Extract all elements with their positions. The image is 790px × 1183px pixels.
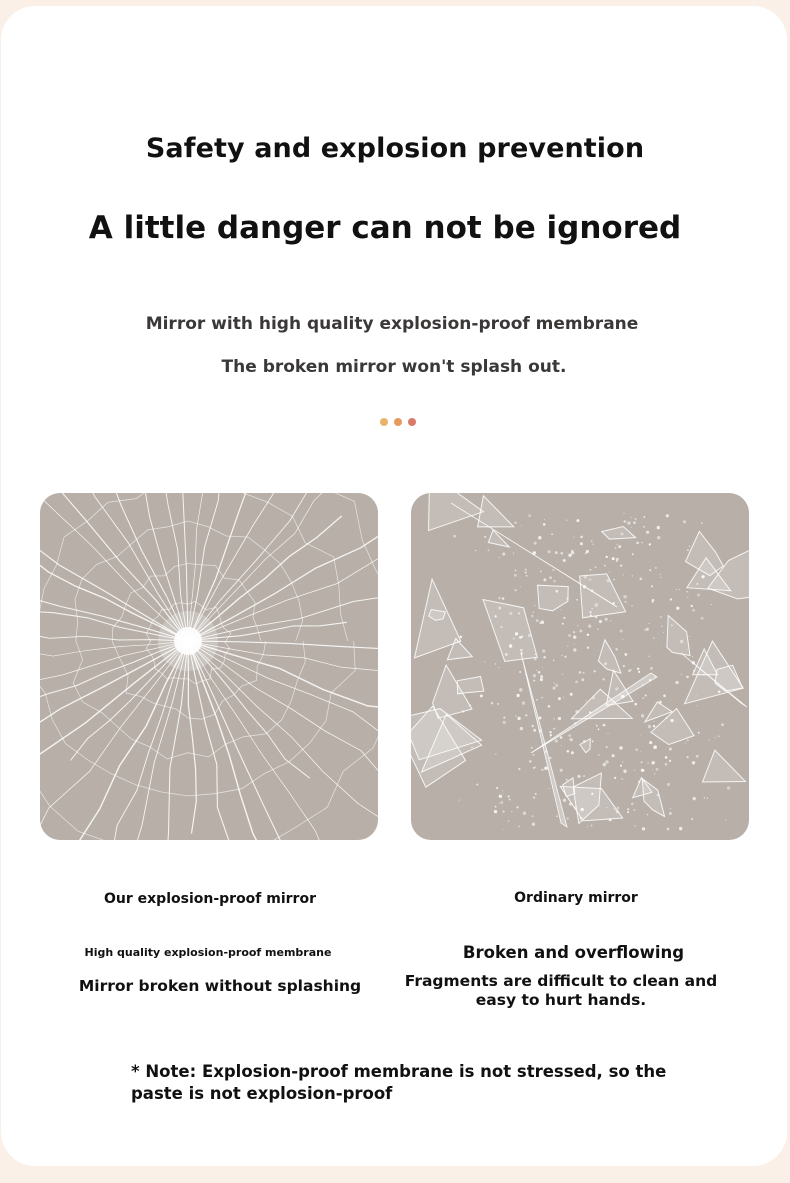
cracked-mirror-image bbox=[40, 493, 378, 840]
dot-2 bbox=[394, 418, 402, 426]
page-headline: A little danger can not be ignored bbox=[88, 210, 682, 246]
right-panel-description: Broken and overflowing bbox=[462, 943, 685, 962]
left-panel-title: Our explosion-proof mirror bbox=[104, 891, 316, 907]
shattered-glass-illustration bbox=[411, 493, 749, 840]
dot-1 bbox=[380, 418, 388, 426]
right-panel-title: Ordinary mirror bbox=[514, 890, 638, 906]
dot-3 bbox=[408, 418, 416, 426]
cracked-glass-illustration bbox=[40, 493, 378, 840]
right-panel-detail: Fragments are difficult to clean and easy to hurt hands. bbox=[404, 972, 718, 1009]
page-title: Safety and explosion prevention bbox=[145, 133, 645, 164]
decorative-dots bbox=[380, 418, 416, 426]
left-panel-subtitle: High quality explosion-proof membrane bbox=[84, 946, 332, 959]
left-panel-description: Mirror broken without splashing bbox=[78, 977, 362, 995]
subtitle-no-splash: The broken mirror won't splash out. bbox=[221, 357, 567, 377]
shattered-mirror-image bbox=[411, 493, 749, 840]
subtitle-membrane: Mirror with high quality explosion-proof membrane bbox=[145, 314, 639, 334]
note-text: * Note: Explosion-proof membrane is not stressed, so the paste is not explosion-proof bbox=[131, 1062, 667, 1103]
